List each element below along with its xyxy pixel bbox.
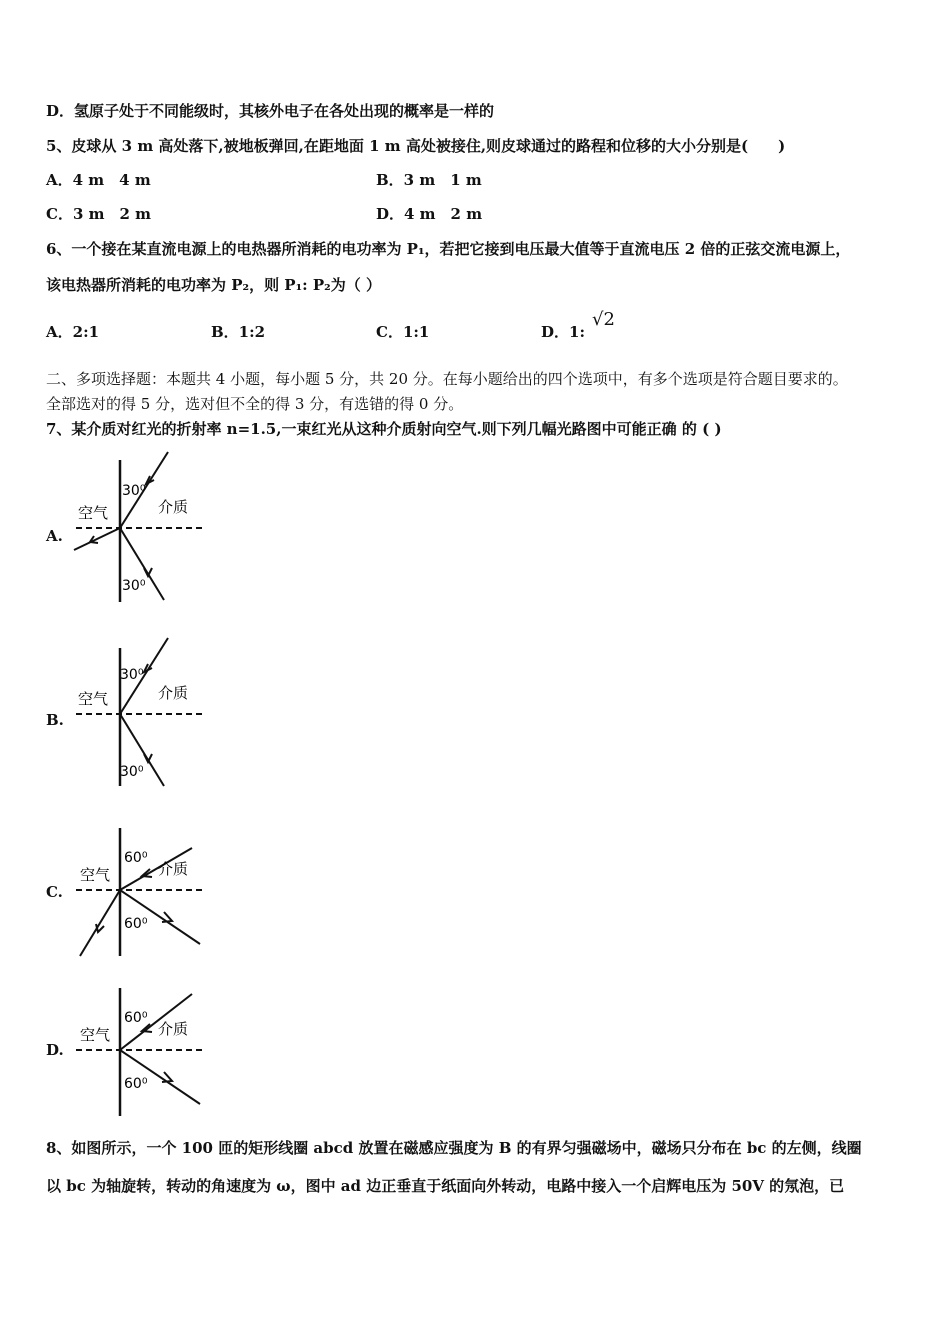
fig-a-air-label: 空气	[78, 504, 109, 522]
q6-option-c: C．1:1	[376, 323, 430, 341]
fig-b-air-label: 空气	[78, 690, 109, 708]
fig-c-medium-label: 介质	[158, 860, 189, 878]
q6-stem-line2: 该电热器所消耗的电功率为 P₂，则 P₁: P₂为（ ）	[46, 276, 381, 294]
q5-option-b: B．3 m 1 m	[376, 171, 482, 189]
fig-c-angle-bottom: 60⁰	[124, 916, 148, 932]
fig-a-angle-top: 30⁰	[122, 483, 146, 499]
fig-d-air-label: 空气	[80, 1026, 111, 1044]
q6-sqrt-two: √2	[592, 309, 615, 330]
q8-line2: 以 bc 为轴旋转，转动的角速度为 ω，图中 ad 边正垂直于纸面向外转动，电路中接入一个启辉电压为 50V 的氖泡，已	[46, 1177, 845, 1195]
q4-option-d: D．氢原子处于不同能级时，其核外电子在各处出现的概率是一样的	[46, 102, 495, 120]
q5-option-c: C．3 m 2 m	[46, 205, 152, 223]
fig-d-label: D.	[46, 1041, 64, 1059]
section2-line2: 全部选对的得 5 分，选对但不全的得 3 分，有选错的得 0 分。	[46, 395, 464, 413]
q6-option-d: D．1:	[541, 323, 585, 341]
fig-a-label: A.	[46, 527, 63, 545]
fig-a	[72, 450, 212, 614]
q7-stem: 7、某介质对红光的折射率 n=1.5,一束红光从这种介质射向空气.则下列几幅光路图中可能正确 的 ( )	[46, 420, 722, 438]
q6-option-a: A．2:1	[46, 323, 100, 341]
q5-option-a: A．4 m 4 m	[46, 171, 151, 189]
fig-c-angle-top: 60⁰	[124, 850, 148, 866]
q8-line1: 8、如图所示，一个 100 匝的矩形线圈 abcd 放置在磁感应强度为 B 的有界匀强磁场中，磁场只分布在 bc 的左侧，线圈	[46, 1139, 862, 1157]
fig-c-air-label: 空气	[80, 866, 111, 884]
fig-d	[72, 984, 212, 1128]
fig-b-medium-label: 介质	[158, 684, 189, 702]
fig-b-angle-top: 30⁰	[120, 667, 144, 683]
fig-d-angle-top: 60⁰	[124, 1010, 148, 1026]
fig-a-medium-label: 介质	[158, 498, 189, 516]
q6-stem-line1: 6、一个接在某直流电源上的电热器所消耗的电功率为 P₁，若把它接到电压最大值等于直流电压 2 倍的正弦交流电源上，	[46, 240, 851, 258]
section2-line1: 二、多项选择题：本题共 4 小题，每小题 5 分，共 20 分。在每小题给出的四个选项中，有多个选项是符合题目要求的。	[46, 370, 848, 388]
fig-d-angle-bottom: 60⁰	[124, 1076, 148, 1092]
fig-b-label: B.	[46, 711, 64, 729]
fig-b-angle-bottom: 30⁰	[120, 764, 144, 780]
fig-b	[72, 634, 212, 798]
fig-c	[72, 824, 212, 968]
q5-option-d: D．4 m 2 m	[376, 205, 483, 223]
fig-a-angle-bottom: 30⁰	[122, 578, 146, 594]
fig-d-medium-label: 介质	[158, 1020, 189, 1038]
q5-stem: 5、皮球从 3 m 高处落下,被地板弹回,在距地面 1 m 高处被接住,则皮球通过的路程和位移的大小分别是( )	[46, 137, 786, 155]
q6-option-b: B．1:2	[211, 323, 266, 341]
fig-c-label: C.	[46, 883, 63, 901]
